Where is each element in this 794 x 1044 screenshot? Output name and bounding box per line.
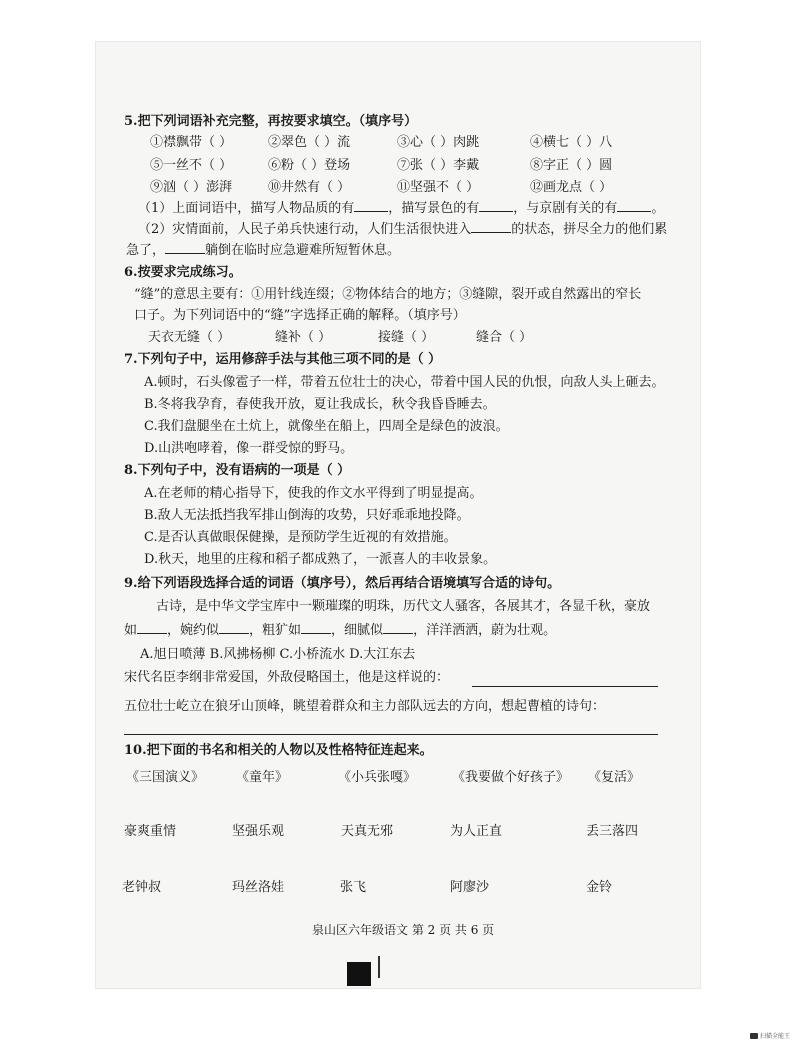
q10-person-4[interactable]: 阿廖沙 (450, 880, 490, 895)
binding-mark (347, 962, 371, 986)
q9-poem-answer-1[interactable] (472, 686, 658, 687)
q5-word-12: ⑫画龙点（ ） (530, 180, 613, 195)
q5-word-9: ⑨汹（ ）澎湃 (150, 180, 233, 195)
q9-choices: A.旭日喷薄 B.风拂杨柳 C.小桥流水 D.大江东去 (140, 647, 416, 662)
q9-para-seg-3: ，粗犷如 (249, 623, 302, 638)
q9-poem-prompt-1: 宋代名臣李纲非常爱国，外敌侵略国土，他是这样说的： (124, 670, 450, 685)
q5-word-10: ⑩井然有（ ） (268, 180, 351, 195)
q6-item-1: 天衣无缝（ ） (148, 330, 231, 345)
q5-sub2-b: 的状态，拼尽全力的他们累 (511, 222, 668, 237)
q9-poem-prompt-2: 五位壮士屹立在狼牙山顶峰，眺望着群众和主力部队远去的方向，想起曹植的诗句： (124, 699, 606, 714)
q10-book-2[interactable]: 《童年》 (236, 770, 289, 785)
q5-blank-1[interactable] (354, 199, 388, 212)
q9-title: 9.给下列语段选择合适的词语（填序号），然后再结合语境填写合适的诗句。 (124, 576, 561, 591)
q5-word-2: ②翠色（ ）流 (268, 135, 351, 150)
q5-sub1-d: 。 (651, 201, 665, 216)
q5-sub1-b: ，描写景色的有 (388, 201, 480, 216)
q10-person-5[interactable]: 金铃 (586, 880, 613, 895)
q6-item-2: 缝补（ ） (275, 330, 332, 345)
q7-option-b: B.冬将我孕育，春使我开放，夏让我成长，秋令我昏昏睡去。 (144, 397, 496, 412)
q5-sub1 (138, 199, 664, 218)
q5-word-6: ⑥粉（ ）登场 (268, 158, 351, 173)
q6-item-4: 缝合（ ） (476, 330, 533, 345)
q9-poem-answer-2[interactable] (124, 734, 658, 735)
q9-para-seg-5: ，洋洋洒洒，蔚为壮观。 (413, 623, 557, 638)
q5-word-11: ⑪坚强不（ ） (397, 180, 480, 195)
q7-title: 7.下列句子中，运用修辞手法与其他三项不同的是（ ） (124, 352, 442, 367)
q10-trait-2[interactable]: 坚强乐观 (232, 824, 285, 839)
q9-para-seg-4: ，细腻似 (331, 623, 384, 638)
scanner-logo-icon (750, 1033, 758, 1039)
q9-para-seg-2: ，婉约似 (167, 623, 220, 638)
q5-blank-3[interactable] (617, 199, 651, 212)
q9-blank-3[interactable] (301, 621, 331, 634)
q10-book-1[interactable]: 《三国演义》 (126, 770, 205, 785)
q10-person-3[interactable]: 张飞 (340, 880, 367, 895)
q5-blank-4[interactable] (471, 220, 511, 233)
q10-person-1[interactable]: 老钟叔 (122, 880, 162, 895)
q10-book-4[interactable]: 《我要做个好孩子》 (452, 770, 570, 785)
q8-option-b: B.敌人无法抵挡我军排山倒海的攻势，只好乖乖地投降。 (144, 508, 470, 523)
q5-sub2 (138, 220, 667, 239)
q7-option-a: A.顿时，石头像雹子一样，带着五位壮士的决心，带着中国人民的仇恨，向敌人头上砸去。 (144, 375, 665, 390)
q5-blank-5[interactable] (165, 241, 205, 254)
page-footer: 泉山区六年级语文 第 2 页 共 6 页 (312, 923, 495, 937)
q10-trait-5[interactable]: 丢三落四 (586, 824, 639, 839)
q7-option-c: C.我们盘腿坐在土炕上，就像坐在船上，四周全是绿色的波浪。 (144, 419, 509, 434)
q10-trait-1[interactable]: 豪爽重情 (124, 824, 177, 839)
q9-blank-2[interactable] (219, 621, 249, 634)
q9-blank-4[interactable] (383, 621, 413, 634)
q6-line2: 口子。为下列词语中的“缝”字选择正确的解释。（填序号） (134, 308, 466, 323)
q5-title: 5.把下列词语补充完整，再按要求填空。（填序号） (124, 114, 418, 129)
q6-title: 6.按要求完成练习。 (124, 265, 242, 280)
q10-book-3[interactable]: 《小兵张嘎》 (338, 770, 417, 785)
q8-title: 8.下列句子中，没有语病的一项是（ ） (124, 463, 351, 478)
q5-sub1-c: ，与京剧有关的有 (513, 201, 618, 216)
q6-line1: “缝”的意思主要有：①用针线连缀；②物体结合的地方；③缝隙，裂开或自然露出的窄长 (134, 287, 642, 302)
q5-word-4: ④横七（ ）八 (530, 135, 613, 150)
q9-para-line1: 古诗，是中华文学宝库中一颗璀璨的明珠，历代文人骚客，各展其才，各显千秋，豪放 (156, 599, 651, 614)
q5-word-5: ⑤一丝不（ ） (150, 158, 233, 173)
q8-option-a: A.在老师的精心指导下，使我的作文水平得到了明显提高。 (144, 486, 483, 501)
q5-sub2-c: 急了， (126, 243, 166, 258)
binding-tick (378, 956, 380, 978)
q9-para-line2 (124, 621, 556, 640)
scanner-watermark (750, 1031, 790, 1040)
q10-trait-3[interactable]: 天真无邪 (341, 824, 394, 839)
q10-trait-4[interactable]: 为人正直 (450, 824, 503, 839)
q5-sub2-cont (126, 241, 400, 260)
q5-word-7: ⑦张（ ）李戴 (397, 158, 480, 173)
q5-sub1-a: （1）上面词语中，描写人物品质的有 (138, 201, 355, 216)
q10-book-5[interactable]: 《复活》 (588, 770, 641, 785)
q6-item-3: 接缝（ ） (378, 330, 435, 345)
q9-para-seg-1: 如 (124, 623, 138, 638)
q7-option-d: D.山洪咆哮着，像一群受惊的野马。 (144, 441, 354, 456)
q9-blank-1[interactable] (137, 621, 167, 634)
q5-sub2-a: （2）灾情面前，人民子弟兵快速行动，人们生活很快进入 (138, 222, 472, 237)
q5-word-1: ①襟飘带（ ） (150, 135, 233, 150)
q5-blank-2[interactable] (479, 199, 513, 212)
q8-option-c: C.是否认真做眼保健操，是预防学生近视的有效措施。 (144, 530, 457, 545)
scanner-watermark-text: 扫描全能王 (759, 1033, 790, 1040)
q5-sub2-d: 躺倒在临时应急避难所短暂休息。 (205, 243, 401, 258)
q10-title: 10.把下面的书名和相关的人物以及性格特征连起来。 (124, 743, 433, 758)
q10-person-2[interactable]: 玛丝洛娃 (232, 880, 285, 895)
q5-word-8: ⑧字正（ ）圆 (530, 158, 613, 173)
q5-word-3: ③心（ ）肉跳 (397, 135, 480, 150)
q8-option-d: D.秋天，地里的庄稼和稻子都成熟了，一派喜人的丰收景象。 (144, 552, 497, 567)
